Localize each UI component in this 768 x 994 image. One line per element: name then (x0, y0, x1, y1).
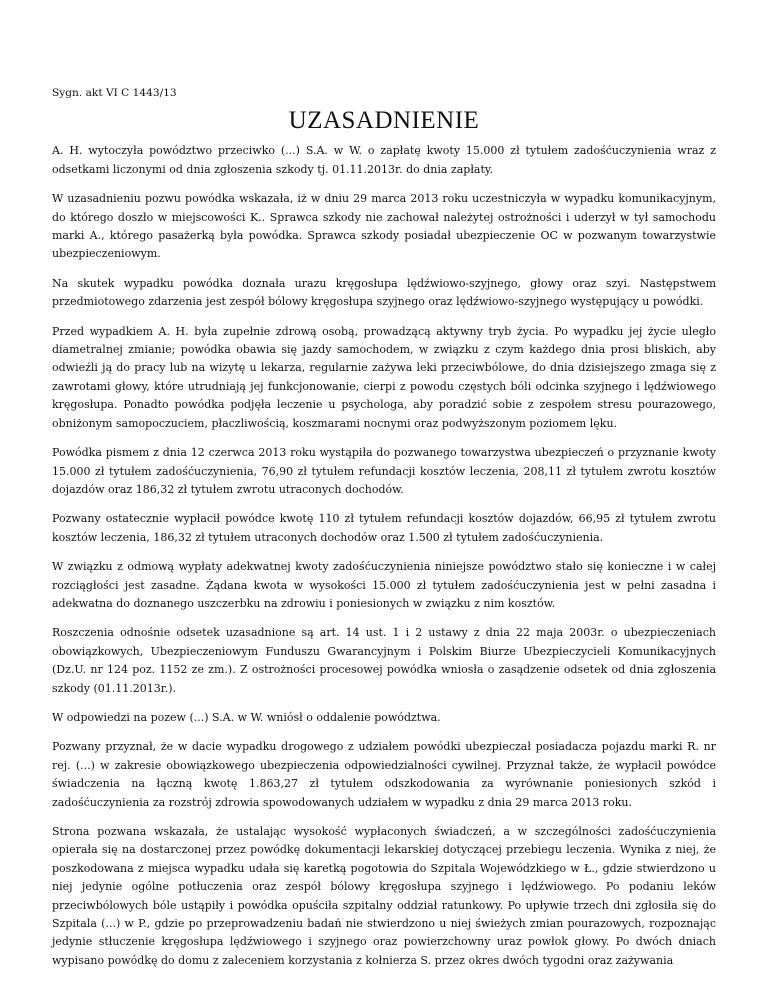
paragraph: W uzasadnieniu pozwu powódka wskazała, iż w dniu 29 marca 2013 roku uczestniczyła w wypadku komunikacyjnym, do którego doszło w miejscowości K.. Sprawca szkody nie zachował należytej ostrożności i uderzył w tył samochodu marki A., którego pasażerką była powódka. Sprawca szkody posiadał ubezpieczenie OC w pozwanym towarzystwie ubezpieczeniowym. (52, 192, 716, 261)
document-body (52, 142, 716, 970)
paragraph: Strona pozwana wskazała, że ustalając wysokość wypłaconych świadczeń, a w szczególności zadośćuczynienia opierała się na dostarczonej przez powódkę dokumentacji lekarskiej dotyczącej przebiegu leczenia. Wynika z niej, że poszkodowana z miejsca wypadku udała się karetką pogotowia do Szpitala Wojewódzkiego w Ł., gdzie stwierdzono u niej jedynie ogólne potłuczenia oraz zespół bólowy kręgosłupa szyjnego i lędźwiowego. Po podaniu leków przeciwbólowych bóle ustąpiły i powódka opuściła szpitalny oddział ratunkowy. Po upływie trzech dni zgłosiła się do Szpitala (...) w P., gdzie po przeprowadzeniu badań nie stwierdzono u niej świeżych zmian pourazowych, rozpoznając jedynie stłuczenie kręgosłupa lędźwiowego i szyjnego oraz powierzchowny uraz powłok głowy. Po dwóch dniach wypisano powódkę do domu z zaleceniem korzystania z kołnierza S. przez okres dwóch tygodni oraz zażywania (52, 825, 716, 967)
document-title: UZASADNIENIE (288, 107, 480, 135)
paragraph: A. H. wytoczyła powództwo przeciwko (...) S.A. w W. o zapłatę kwoty 15.000 zł tytułem zadośćuczynienia wraz z odsetkami liczonymi od dnia zgłoszenia szkody tj. 01.11.2013r. do dnia zapłaty. (52, 144, 716, 176)
case-reference: Sygn. akt VI C 1443/13 (52, 87, 177, 99)
paragraph: W odpowiedzi na pozew (...) S.A. w W. wniósł o oddalenie powództwa. (52, 710, 441, 724)
paragraph: Pozwany ostatecznie wypłacił powódce kwotę 110 zł tytułem refundacji kosztów dojazdów, 66,95 zł tytułem zwrotu kosztów leczenia, 186,32 zł tytułem utraconych dochodów oraz 1.500 zł tytułem zadośćuczynienia. (52, 512, 716, 544)
paragraph: Na skutek wypadku powódka doznała urazu kręgosłupa lędźwiowo-szyjnego, głowy oraz szyi. Następstwem przedmiotowego zdarzenia jest zespół bólowy kręgosłupa szyjnego oraz lędźwiowo-szyjnego występujący u powódki. (52, 276, 716, 309)
document-page (52, 84, 716, 981)
paragraph: Powódka pismem z dnia 12 czerwca 2013 roku wystąpiła do pozwanego towarzystwa ubezpieczeń o przyznanie kwoty 15.000 zł tytułem zadośćuczynienia, 76,90 zł tytułem refundacji kosztów leczenia, 208,11 zł tytułem zwrotu kosztów dojazdów oraz 186,32 zł tytułem zwrotu utraconych dochodów. (52, 446, 716, 496)
paragraph: Przed wypadkiem A. H. była zupełnie zdrową osobą, prowadzącą aktywny tryb życia. Po wypadku jej życie uległo diametralnej zmianie; powódka obawia się jazdy samochodem, w związku z czym każdego dnia prosi bliskich, aby odwieźli ją do pracy lub na wizytę u lekarza, regularnie zażywa leki przeciwbólowe, do dnia dzisiejszego zmaga się z zawrotami głowy, które utrudniają jej funkcjonowanie, cierpi z powodu częstych bóli odcinka szyjnego i lędźwiowego kręgosłupa. Ponadto powódka podjęła leczenie u psychologa, aby poradzić sobie z zespołem stresu pourazowego, obniżonym samopoczuciem, płaczliwością, koszmarami nocnymi oraz podwyższonym poziomem lęku. (52, 324, 716, 430)
paragraph: W związku z odmową wypłaty adekwatnej kwoty zadośćuczynienia niniejsze powództwo stało się konieczne i w całej rozciągłości jest zasadne. Żądana kwota w wysokości 15.000 zł tytułem zadośćuczynienia jest w pełni zasadna i adekwatna do doznanego uszczerbku na zdrowiu i poniesionych w związku z nim kosztów. (52, 560, 716, 610)
paragraph: Roszczenia odnośnie odsetek uzasadnione są art. 14 ust. 1 i 2 ustawy z dnia 22 maja 2003r. o ubezpieczeniach obowiązkowych, Ubezpieczeniowym Funduszu Gwarancyjnym i Polskim Biurze Ubezpieczycieli Komunikacyjnych (Dz.U. nr 124 poz. 1152 ze zm.). Z ostrożności procesowej powódka wniosła o zasądzenie odsetek od dnia zgłoszenia szkody (01.11.2013r.). (52, 626, 716, 695)
paragraph: Pozwany przyznał, że w dacie wypadku drogowego z udziałem powódki ubezpieczał posiadacza pojazdu marki R. nr rej. (...) w zakresie obowiązkowego ubezpieczenia odpowiedzialności cywilnej. Przyznał także, że wypłacił powódce świadczenia na łączną kwotę 1.863,27 zł tytułem odszkodowania za wyrównanie poniesionych szkód i zadośćuczynienia za rozstrój zdrowia spowodowanych udziałem w wypadku z dnia 29 marca 2013 roku. (52, 740, 716, 809)
